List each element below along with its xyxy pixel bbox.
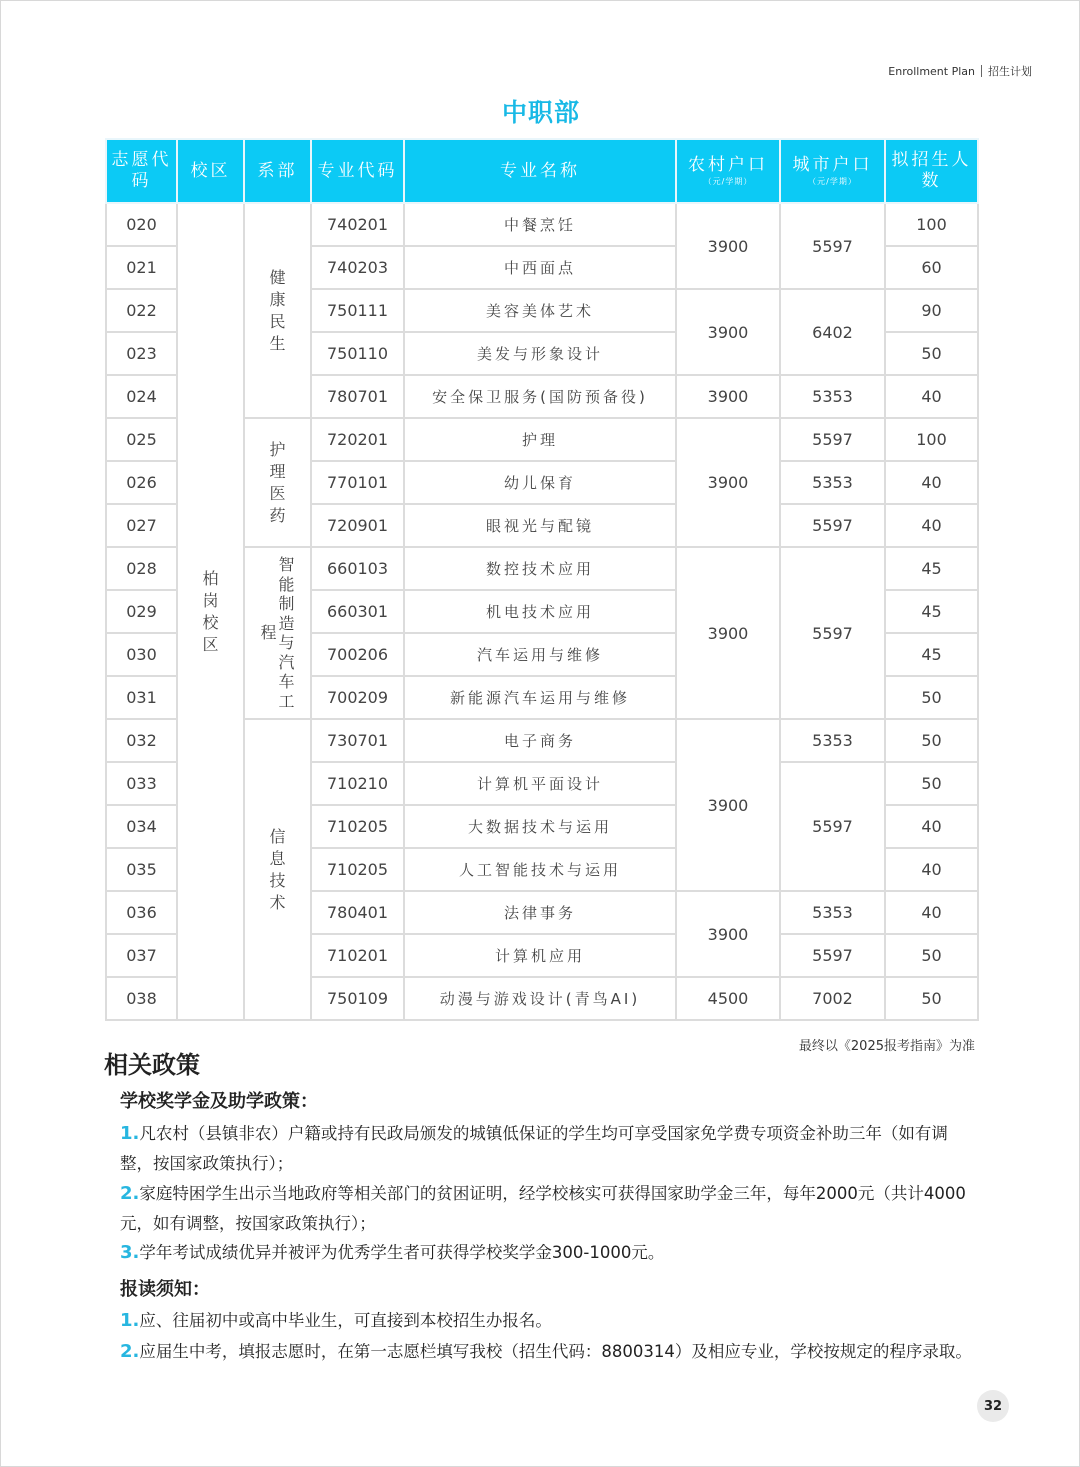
wish-code: 036 [106,891,177,934]
major-name: 动漫与游戏设计(青鸟AI) [404,977,676,1020]
urban-fee: 5597 [780,934,885,977]
department-name: 智能制造与汽车工 [278,555,295,711]
major-name: 中西面点 [404,246,676,289]
quota: 100 [885,203,978,246]
wish-code: 020 [106,203,177,246]
rural-fee: 3900 [676,891,780,977]
item-text: 学年考试成绩优异并被评为优秀学生者可获得学校奖学金300-1000元。 [139,1243,665,1262]
quota: 40 [885,891,978,934]
urban-fee: 5597 [780,504,885,547]
department-name: 护理医药 [269,439,286,525]
item-number: 1. [120,1310,140,1331]
notice-item-1 [120,1306,980,1336]
rural-fee: 3900 [676,203,780,289]
header-en: Enrollment Plan [888,64,975,78]
quota: 45 [885,590,978,633]
major-name: 幼儿保育 [404,461,676,504]
wish-code: 034 [106,805,177,848]
header-zh: 招生计划 [988,65,1032,78]
wish-code: 024 [106,375,177,418]
urban-fee-unit: （元/学期） [808,177,857,186]
header-divider [981,65,982,77]
major-code: 710205 [311,805,404,848]
wish-code: 033 [106,762,177,805]
rural-fee-unit: （元/学期） [703,177,753,186]
item-text: 应届生中考，填报志愿时，在第一志愿栏填写我校（招生代码：8800314）及相应专业，学校按规定的程序录取。 [139,1342,972,1361]
rural-fee-label: 农村户口 [688,155,768,175]
urban-fee-label: 城市户口 [792,155,873,175]
item-number: 3. [120,1242,140,1263]
running-header [888,63,1032,79]
urban-fee: 5353 [780,891,885,934]
policy-title: 相关政策 [104,1051,200,1079]
urban-fee: 7002 [780,977,885,1020]
wish-code: 030 [106,633,177,676]
urban-fee: 5597 [780,762,885,891]
col-campus: 校区 [177,139,244,203]
scholarship-item-2 [120,1179,980,1239]
major-code: 700209 [311,676,404,719]
item-text: 凡农村（县镇非农）户籍或持有民政局颁发的城镇低保证的学生均可享受国家免学费专项资金补助三年（如有调整，按国家政策执行）； [120,1124,948,1173]
quota: 50 [885,977,978,1020]
major-name: 汽车运用与维修 [404,633,676,676]
col-urban-fee [780,139,885,203]
quota: 50 [885,719,978,762]
item-number: 2. [120,1183,140,1204]
major-name: 法律事务 [404,891,676,934]
rural-fee: 3900 [676,547,780,719]
quota: 45 [885,547,978,590]
major-code: 780401 [311,891,404,934]
col-wish-code: 志愿代码 [106,139,177,203]
wish-code: 028 [106,547,177,590]
major-code: 710201 [311,934,404,977]
urban-fee: 5353 [780,719,885,762]
major-name: 安全保卫服务(国防预备役) [404,375,676,418]
major-code: 710210 [311,762,404,805]
rural-fee: 3900 [676,418,780,547]
major-code: 720201 [311,418,404,461]
wish-code: 037 [106,934,177,977]
campus-cell [177,203,244,1020]
enrollment-table [105,138,979,1021]
department-cell [244,418,311,547]
quota: 60 [885,246,978,289]
urban-fee: 5597 [780,547,885,719]
major-name: 电子商务 [404,719,676,762]
quota: 40 [885,461,978,504]
major-code: 750111 [311,289,404,332]
major-name: 机电技术应用 [404,590,676,633]
major-code: 710205 [311,848,404,891]
wish-code: 027 [106,504,177,547]
major-name: 大数据技术与运用 [404,805,676,848]
item-text: 家庭特困学生出示当地政府等相关部门的贫困证明，经学校核实可获得国家助学金三年，每年2000元（共计4000元，如有调整，按国家政策执行）； [120,1184,966,1233]
notice-title: 报读须知： [120,1279,210,1300]
major-name: 计算机应用 [404,934,676,977]
wish-code: 029 [106,590,177,633]
table-row [106,203,978,246]
campus-name: 柏岗校区 [202,568,219,654]
rural-fee: 3900 [676,375,780,418]
quota: 100 [885,418,978,461]
quota: 45 [885,633,978,676]
urban-fee: 5597 [780,418,885,461]
major-name: 美发与形象设计 [404,332,676,375]
rural-fee: 3900 [676,289,780,375]
table-header-row [106,139,978,203]
col-major-code: 专业代码 [311,139,404,203]
page-number: 32 [977,1390,1009,1422]
item-number: 2. [120,1341,140,1362]
rural-fee: 4500 [676,977,780,1020]
urban-fee: 5353 [780,461,885,504]
wish-code: 023 [106,332,177,375]
department-name-part: 程 [260,623,277,642]
quota: 50 [885,934,978,977]
urban-fee: 6402 [780,289,885,375]
quota: 40 [885,848,978,891]
quota: 40 [885,375,978,418]
col-major-name: 专业名称 [404,139,676,203]
major-code: 740203 [311,246,404,289]
major-code: 660103 [311,547,404,590]
major-name: 数控技术应用 [404,547,676,590]
guide-note: 最终以《2025报考指南》为准 [798,1039,975,1054]
department-name: 信息技术 [269,826,286,912]
wish-code: 035 [106,848,177,891]
major-code: 660301 [311,590,404,633]
quota: 50 [885,332,978,375]
major-code: 750109 [311,977,404,1020]
wish-code: 022 [106,289,177,332]
scholarship-item-1 [120,1119,980,1179]
wish-code: 026 [106,461,177,504]
wish-code: 032 [106,719,177,762]
wish-code: 025 [106,418,177,461]
item-text: 应、往届初中或高中毕业生，可直接到本校招生办报名。 [139,1311,552,1330]
major-name: 护理 [404,418,676,461]
col-department: 系部 [244,139,311,203]
section-title: 中职部 [501,98,580,127]
major-code: 780701 [311,375,404,418]
department-name: 健康民生 [269,267,286,353]
major-name: 计算机平面设计 [404,762,676,805]
wish-code: 031 [106,676,177,719]
col-rural-fee [676,139,780,203]
major-name: 新能源汽车运用与维修 [404,676,676,719]
quota: 40 [885,805,978,848]
quota: 50 [885,676,978,719]
department-cell [244,547,311,719]
major-code: 700206 [311,633,404,676]
major-name: 中餐烹饪 [404,203,676,246]
major-name: 眼视光与配镜 [404,504,676,547]
major-code: 750110 [311,332,404,375]
urban-fee: 5353 [780,375,885,418]
department-cell [244,719,311,1020]
urban-fee: 5597 [780,203,885,289]
major-code: 730701 [311,719,404,762]
wish-code: 038 [106,977,177,1020]
wish-code: 021 [106,246,177,289]
major-code: 740201 [311,203,404,246]
major-name: 人工智能技术与运用 [404,848,676,891]
major-code: 720901 [311,504,404,547]
department-cell [244,203,311,418]
quota: 90 [885,289,978,332]
item-number: 1. [120,1123,140,1144]
scholarship-title: 学校奖学金及助学政策： [120,1091,318,1112]
major-name: 美容美体艺术 [404,289,676,332]
major-code: 770101 [311,461,404,504]
quota: 50 [885,762,978,805]
scholarship-item-3 [120,1238,980,1268]
col-quota: 拟招生人数 [885,139,978,203]
notice-item-2 [120,1337,980,1367]
quota: 40 [885,504,978,547]
rural-fee: 3900 [676,719,780,891]
